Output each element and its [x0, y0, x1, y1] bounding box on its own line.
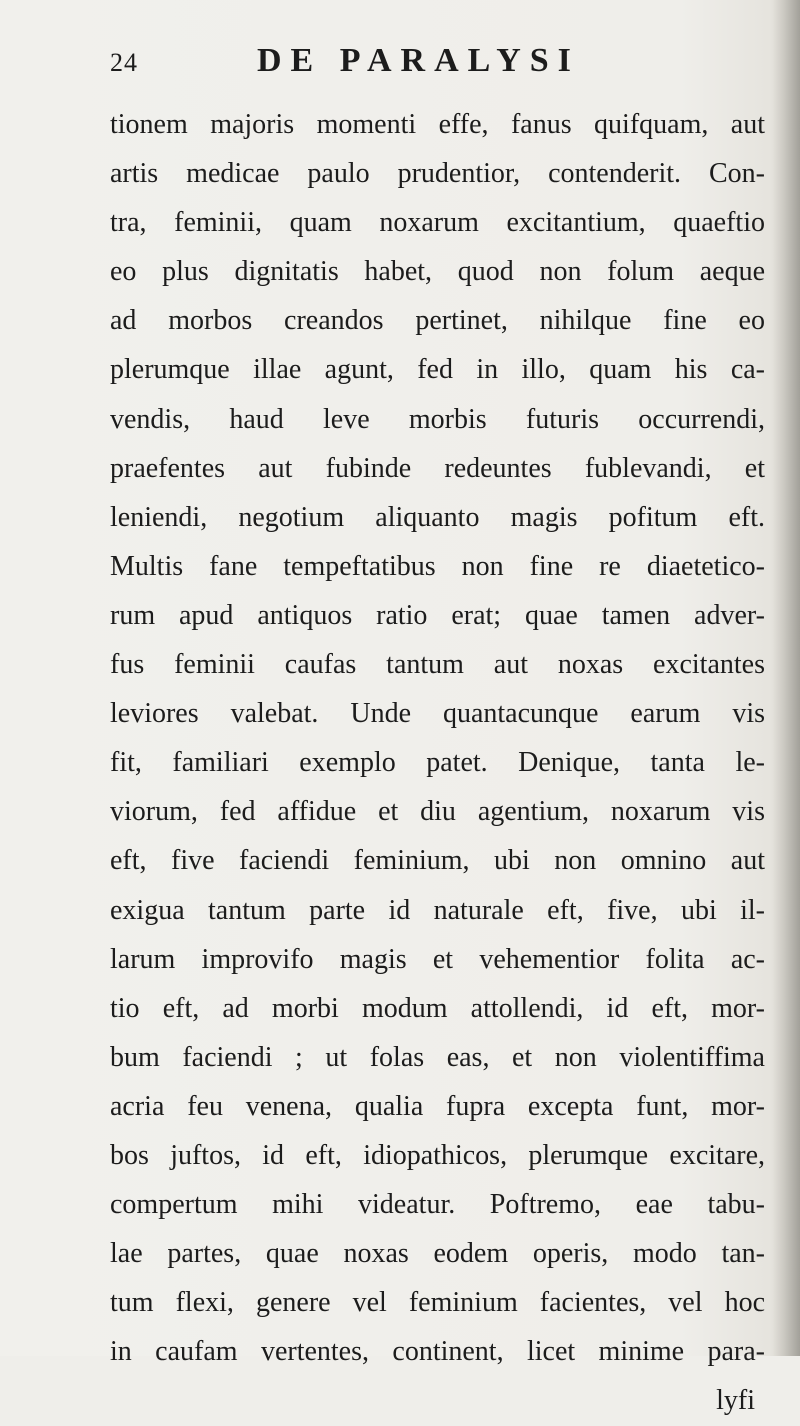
text-line: artis medicae paulo prudentior, contenderit. Con- [110, 158, 765, 190]
body-text [110, 100, 765, 1426]
text-line: eft, five faciendi feminium, ubi non omnino aut [110, 845, 765, 877]
text-line: rum apud antiquos ratio erat; quae tamen adver- [110, 599, 765, 631]
text-line: leniendi, negotium aliquanto magis pofitum eft. [110, 501, 765, 533]
text-line: fit, familiari exemplo patet. Denique, tanta le- [110, 747, 765, 779]
running-head [110, 42, 770, 92]
text-line: viorum, fed affidue et diu agentium, noxarum vis [110, 796, 765, 828]
text-line: leviores valebat. Unde quantacunque earum vis [110, 698, 765, 730]
text-line: praefentes aut fubinde redeuntes fublevandi, et [110, 452, 765, 484]
text-line: fus feminii caufas tantum aut noxas excitantes [110, 649, 765, 681]
text-line: ad morbos creandos pertinet, nihilque fine eo [110, 305, 765, 337]
catchword: lyfi [716, 1385, 755, 1417]
text-line: exigua tantum parte id naturale eft, five, ubi il- [110, 894, 765, 926]
page-number: 24 [110, 48, 138, 77]
text-line: Multis fane tempeftatibus non fine re diaetetico- [110, 550, 765, 582]
text-line: tio eft, ad morbi modum attollendi, id eft, mor- [110, 992, 765, 1024]
text-line: tra, feminii, quam noxarum excitantium, quaeftio [110, 207, 765, 239]
text-line: larum improvifo magis et vehementior folita ac- [110, 943, 765, 975]
running-title: DE PARALYSI [257, 42, 580, 79]
text-line: tum flexi, genere vel feminium facientes, vel hoc [110, 1287, 765, 1319]
page-edge-shadow [772, 0, 800, 1356]
text-line: vendis, haud leve morbis futuris occurrendi, [110, 403, 765, 435]
text-line: acria feu venena, qualia fupra excepta funt, mor- [110, 1090, 765, 1122]
text-line: compertum mihi videatur. Poftremo, eae tabu- [110, 1189, 765, 1221]
text-line: bos juftos, id eft, idiopathicos, plerumque excitare, [110, 1139, 765, 1171]
text-line: plerumque illae agunt, fed in illo, quam his ca- [110, 354, 765, 386]
text-line: lae partes, quae noxas eodem operis, modo tan- [110, 1238, 765, 1270]
text-line: tionem majoris momenti effe, fanus quifquam, aut [110, 109, 765, 140]
text-line: in caufam vertentes, continent, licet minime para- [110, 1336, 765, 1368]
text-line: eo plus dignitatis habet, quod non folum aeque [110, 256, 765, 288]
text-line: bum faciendi ; ut folas eas, et non violentiffima [110, 1041, 765, 1073]
